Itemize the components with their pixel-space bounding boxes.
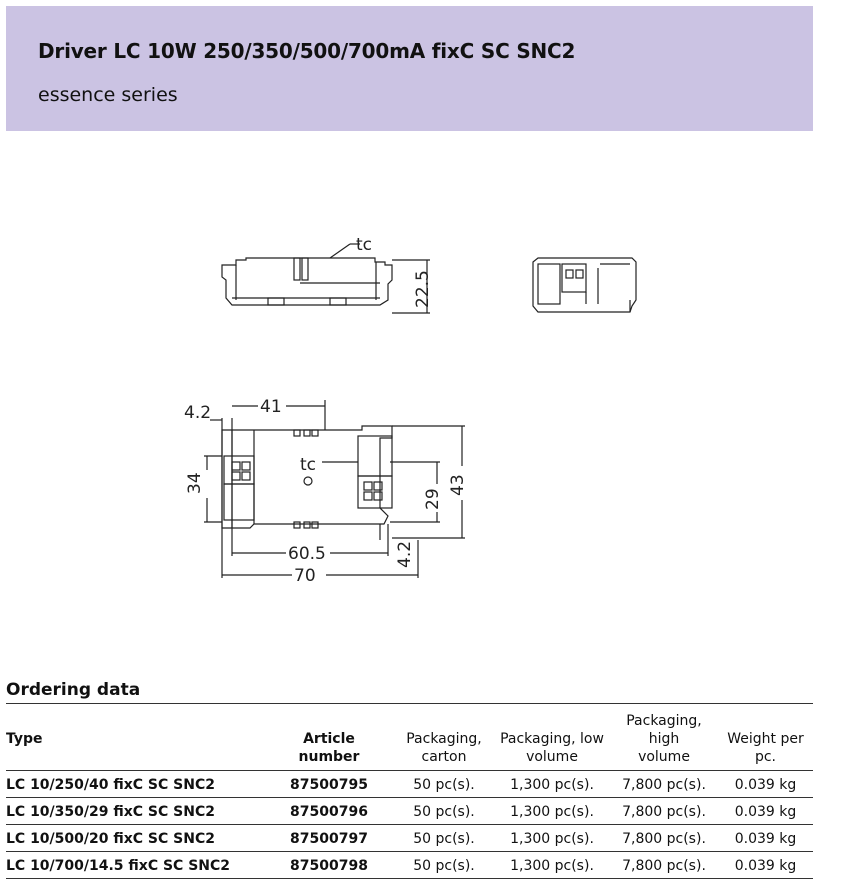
column-type: Type (6, 704, 264, 771)
table-header-row (6, 704, 813, 771)
width-dimension-70: 70 (294, 566, 316, 586)
cell-weight: 0.039 kg (718, 852, 813, 879)
cell-article: 87500796 (264, 798, 394, 825)
product-title: Driver LC 10W 250/350/500/700mA fixC SC SNC2 (38, 39, 576, 63)
width-dimension-41: 41 (260, 397, 282, 417)
height-dimension-34: 34 (185, 472, 205, 494)
end-view (533, 258, 636, 312)
height-dimension-43: 43 (448, 474, 468, 496)
cell-low: 1,300 pc(s). (494, 825, 610, 852)
column-article-number: Article number (264, 704, 394, 771)
width-dimension-4-2-bottom: 4.2 (395, 540, 415, 568)
height-dimension-29: 29 (423, 488, 443, 510)
cell-carton: 50 pc(s). (394, 825, 494, 852)
tc-label-side: tc (356, 235, 373, 255)
product-series: essence series (38, 84, 178, 106)
cell-weight: 0.039 kg (718, 825, 813, 852)
cell-type: LC 10/500/20 fixC SC SNC2 (6, 825, 264, 852)
cell-article: 87500797 (264, 825, 394, 852)
cell-type: LC 10/350/29 fixC SC SNC2 (6, 798, 264, 825)
table-row (6, 771, 813, 798)
column-packaging-carton: Packaging, carton (394, 704, 494, 771)
cell-weight: 0.039 kg (718, 771, 813, 798)
width-dimension-4-2-top: 4.2 (184, 403, 212, 423)
cell-high: 7,800 pc(s). (610, 852, 718, 879)
cell-article: 87500798 (264, 852, 394, 879)
cell-low: 1,300 pc(s). (494, 798, 610, 825)
cell-type: LC 10/250/40 fixC SC SNC2 (6, 771, 264, 798)
table-row (6, 825, 813, 852)
table-row (6, 852, 813, 879)
cell-low: 1,300 pc(s). (494, 852, 610, 879)
ordering-data-title: Ordering data (6, 680, 141, 700)
cell-low: 1,300 pc(s). (494, 771, 610, 798)
width-dimension-60-5: 60.5 (288, 544, 326, 564)
tc-label-plan: tc (300, 455, 317, 475)
column-weight-per-pc: Weight per pc. (718, 704, 813, 771)
side-view (222, 244, 430, 313)
cell-high: 7,800 pc(s). (610, 825, 718, 852)
cell-article: 87500795 (264, 771, 394, 798)
cell-carton: 50 pc(s). (394, 771, 494, 798)
cell-high: 7,800 pc(s). (610, 798, 718, 825)
height-dimension: 22.5 (413, 270, 433, 308)
table-row (6, 798, 813, 825)
ordering-table (6, 703, 813, 879)
cell-high: 7,800 pc(s). (610, 771, 718, 798)
column-packaging-high-volume: Packaging, high volume (610, 704, 718, 771)
cell-weight: 0.039 kg (718, 798, 813, 825)
cell-carton: 50 pc(s). (394, 852, 494, 879)
cell-carton: 50 pc(s). (394, 798, 494, 825)
column-packaging-low-volume: Packaging, low volume (494, 704, 610, 771)
cell-type: LC 10/700/14.5 fixC SC SNC2 (6, 852, 264, 879)
